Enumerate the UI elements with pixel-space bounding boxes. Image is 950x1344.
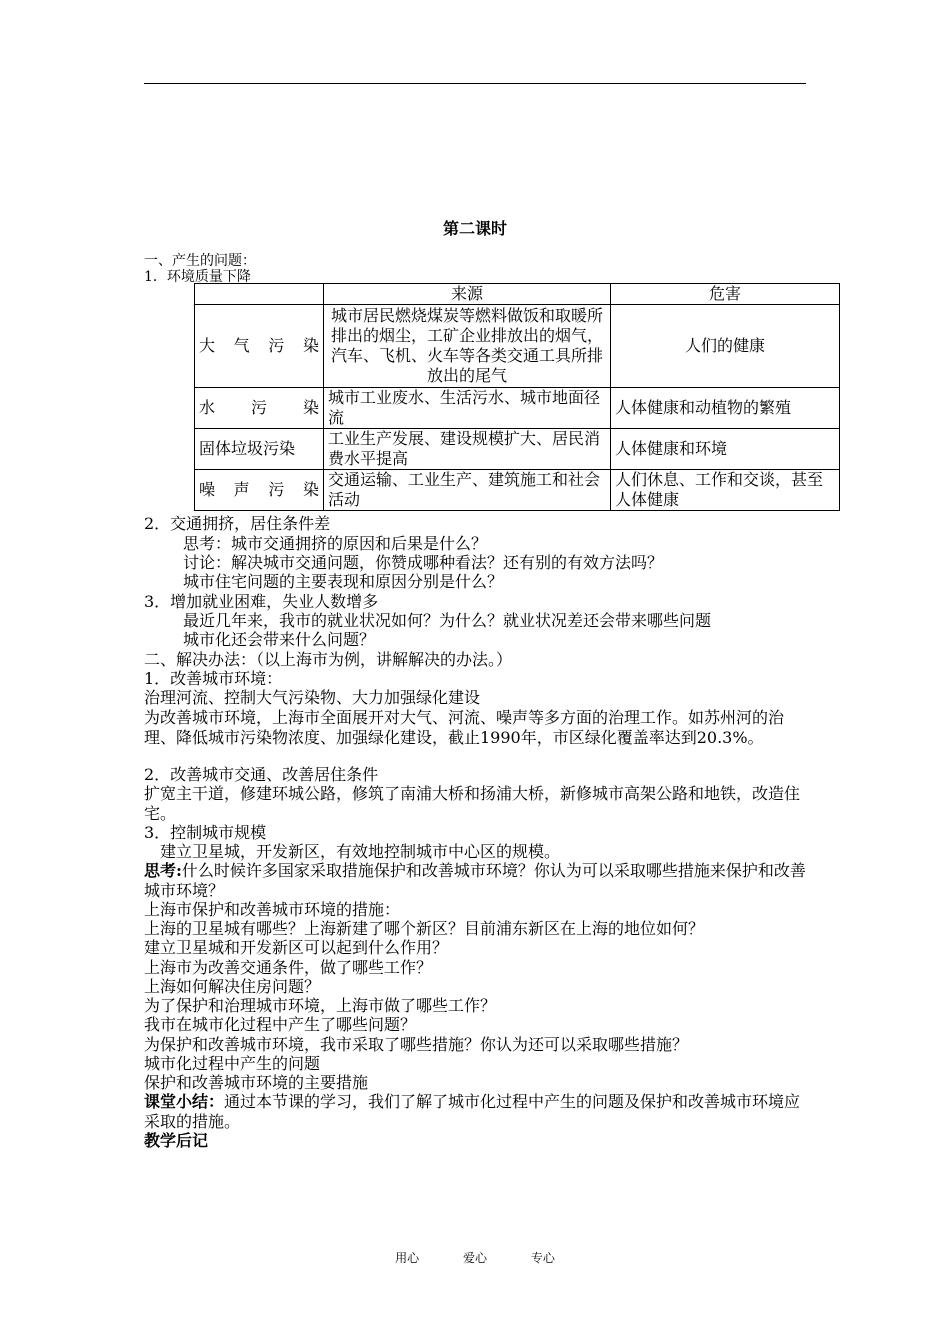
think-label: 思考: (144, 861, 182, 880)
page-footer (0, 1249, 950, 1266)
summary-text: 通过本节课的学习，我们了解了城市化过程中产生的问题及保护和改善城市环境应采取的措施。 (144, 1092, 801, 1131)
section-1-item-2: 2．交通拥挤，居住条件差 (144, 514, 331, 533)
question-line: 为了保护和治理城市环境，上海市做了哪些工作？ (144, 996, 497, 1015)
question-line: 上海如何解决住房问题？ (144, 977, 321, 996)
pollution-type: 噪 声 污 染 (195, 470, 324, 511)
question-line: 保护和改善城市环境的主要措施 (144, 1073, 369, 1092)
section-2-item-2: 2．改善城市交通、改善居住条件 (144, 765, 379, 784)
pollution-source: 交通运输、工业生产、建筑施工和社会活动 (324, 470, 611, 511)
table-row (195, 305, 840, 388)
question-line: 城市化过程中产生的问题 (144, 1054, 321, 1073)
postscript-heading: 教学后记 (144, 1131, 209, 1150)
question-line: 上海的卫星城有哪些？上海新建了哪个新区？目前浦东新区在上海的地位如何？ (144, 919, 705, 938)
summary-paragraph (144, 1092, 814, 1132)
paragraph: 建立卫星城，开发新区，有效地控制城市中心区的规模。 (160, 842, 561, 861)
section-2-item-1: 1．改善城市环境： (144, 669, 283, 688)
footer-text: 用心 (395, 1251, 420, 1265)
pollution-harm: 人们休息、工作和交谈，甚至人体健康 (611, 470, 840, 511)
question-line: 为保护和改善城市环境，我市采取了哪些措施？你认为还可以采取哪些措施？ (144, 1035, 689, 1054)
pollution-source: 城市居民燃烧煤炭等燃料做饭和取暖所排出的烟尘，工矿企业排放出的烟气，汽车、飞机、火车等各类交通工具所排放出的尾气 (324, 305, 611, 388)
page-title: 第二课时 (442, 219, 507, 238)
question: 城市化还会带来什么问题？ (183, 630, 376, 649)
section-1-item-3: 3．增加就业困难，失业人数增多 (144, 592, 379, 611)
pollution-source: 工业生产发展、建设规模扩大、居民消费水平提高 (324, 429, 611, 470)
pollution-type: 大 气 污 染 (195, 305, 324, 388)
pollution-harm: 人们的健康 (611, 305, 840, 388)
table-header-row (195, 284, 840, 305)
section-1-heading: 一、产生的问题： (144, 253, 256, 269)
table-header-cell (195, 284, 324, 305)
section-2-heading: 二、解决办法：（以上海市为例，讲解解决的办法。） (144, 650, 513, 669)
table-header-cell: 危害 (611, 284, 840, 305)
think-paragraph (144, 861, 814, 901)
table-row (195, 429, 840, 470)
question-line: 上海市为改善交通条件，做了哪些工作？ (144, 958, 433, 977)
summary-label: 课堂小结： (144, 1092, 225, 1111)
pollution-table (194, 283, 840, 511)
footer-text: 专心 (530, 1251, 555, 1265)
footer-text: 爱心 (462, 1251, 487, 1265)
question: 城市住宅问题的主要表现和原因分别是什么？ (183, 572, 504, 591)
paragraph: 扩宽主干道，修建环城公路，修筑了南浦大桥和扬浦大桥，新修城市高架公路和地铁，改造住宅。 (144, 784, 801, 823)
think-text: 什么时候许多国家采取措施保护和改善城市环境？你认为可以采取哪些措施来保护和改善城市环境？ (144, 861, 806, 900)
question: 最近几年来，我市的就业状况如何？为什么？就业状况差还会带来哪些问题 (183, 611, 712, 630)
header-rule (144, 83, 806, 84)
section-1-item-1: 1．环境质量下降 (144, 269, 251, 285)
pollution-type: 固体垃圾污染 (195, 429, 324, 470)
pollution-source: 城市工业废水、生活污水、城市地面径流 (324, 388, 611, 429)
question: 思考：城市交通拥挤的原因和后果是什么？ (183, 534, 488, 553)
paragraph: 为改善城市环境，上海市全面展开对大气、河流、噪声等多方面的治理工作。如苏州河的治理、降低城市污染物浓度、加强绿化建设，截止1990年，市区绿化覆盖率达到20.3%。 (144, 708, 785, 747)
section-2-item-3: 3．控制城市规模 (144, 823, 267, 842)
question-line: 我市在城市化过程中产生了哪些问题？ (144, 1015, 417, 1034)
question: 讨论：解决城市交通问题，你赞成哪种看法？还有别的有效方法吗？ (183, 553, 664, 572)
pollution-harm: 人体健康和环境 (611, 429, 840, 470)
paragraph: 治理河流、控制大气污染物、大力加强绿化建设 (144, 688, 481, 707)
pollution-type: 水 污 染 (195, 388, 324, 429)
table-row (195, 388, 840, 429)
table-header-cell: 来源 (324, 284, 611, 305)
question-line: 上海市保护和改善城市环境的措施： (144, 900, 401, 919)
pollution-harm: 人体健康和动植物的繁殖 (611, 388, 840, 429)
question-line: 建立卫星城和开发新区可以起到什么作用？ (144, 938, 449, 957)
table-row (195, 470, 840, 511)
